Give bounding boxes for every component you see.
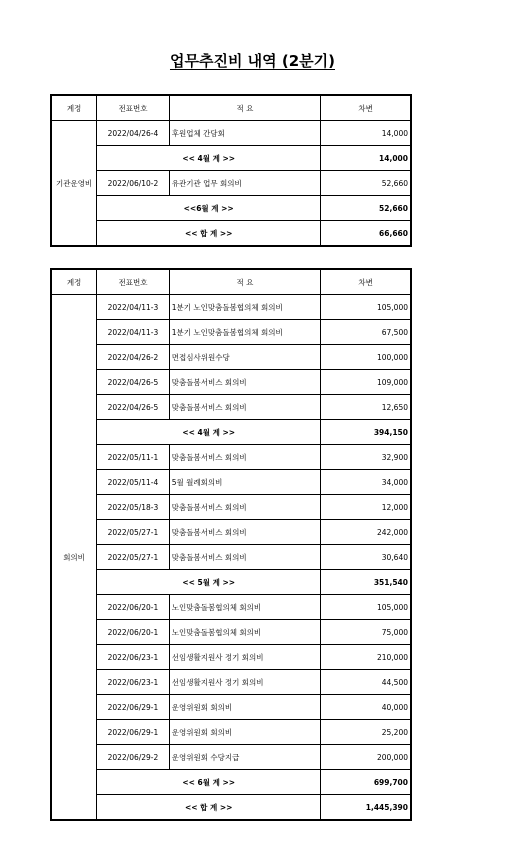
subtotal-amount: 66,660	[321, 221, 411, 247]
amount-cell: 32,900	[321, 445, 411, 470]
description-cell: 맞춤돌봄서비스 회의비	[169, 370, 320, 395]
table-row	[51, 745, 411, 770]
amount-cell: 105,000	[321, 595, 411, 620]
amount-cell: 12,000	[321, 495, 411, 520]
description-cell: 맞춤돌봄서비스 회의비	[169, 545, 320, 570]
subtotal-label: << 5월 계 >>	[97, 570, 321, 595]
expense-table-meeting-costs	[50, 268, 412, 821]
description-cell: 1분기 노인맞춤돌봄협의체 회의비	[169, 320, 320, 345]
table-row	[51, 345, 411, 370]
description-cell: 맞춤돌봄서비스 회의비	[169, 520, 320, 545]
table-header-row	[51, 95, 411, 121]
amount-cell: 109,000	[321, 370, 411, 395]
doc-no-cell: 2022/06/23-1	[97, 645, 170, 670]
doc-no-cell: 2022/06/10-2	[97, 171, 170, 196]
header-account: 계정	[51, 269, 97, 295]
description-cell: 맞춤돌봄서비스 회의비	[169, 395, 320, 420]
amount-cell: 200,000	[321, 745, 411, 770]
doc-no-cell: 2022/04/26-2	[97, 345, 170, 370]
table-row	[51, 620, 411, 645]
header-description: 적 요	[169, 269, 320, 295]
subtotal-amount: 1,445,390	[321, 795, 411, 821]
subtotal-row	[51, 420, 411, 445]
account-cell: 기관운영비	[51, 121, 97, 247]
table-row	[51, 320, 411, 345]
header-doc-no: 전표번호	[97, 269, 170, 295]
table-row	[51, 171, 411, 196]
header-debit: 차변	[321, 95, 411, 121]
table-row	[51, 720, 411, 745]
doc-no-cell: 2022/04/26-5	[97, 370, 170, 395]
description-cell: 선임생활지원사 정기 회의비	[169, 645, 320, 670]
header-account: 계정	[51, 95, 97, 121]
table-row	[51, 395, 411, 420]
description-cell: 운영위원회 회의비	[169, 695, 320, 720]
doc-no-cell: 2022/04/26-4	[97, 121, 170, 146]
subtotal-row	[51, 570, 411, 595]
doc-no-cell: 2022/06/29-1	[97, 720, 170, 745]
subtotal-amount: 394,150	[321, 420, 411, 445]
amount-cell: 25,200	[321, 720, 411, 745]
description-cell: 5월 월례회의비	[169, 470, 320, 495]
doc-no-cell: 2022/05/11-4	[97, 470, 170, 495]
header-debit: 차변	[321, 269, 411, 295]
description-cell: 맞춤돌봄서비스 회의비	[169, 495, 320, 520]
page-title: 업무추진비 내역 (2분기)	[169, 52, 335, 70]
table-header-row	[51, 269, 411, 295]
description-cell: 유관기관 업무 회의비	[169, 171, 320, 196]
doc-no-cell: 2022/06/20-1	[97, 595, 170, 620]
table-row	[51, 495, 411, 520]
doc-no-cell: 2022/06/29-2	[97, 745, 170, 770]
table-row	[51, 445, 411, 470]
amount-cell: 12,650	[321, 395, 411, 420]
description-cell: 운영위원회 회의비	[169, 720, 320, 745]
description-cell: 면접심사위원수당	[169, 345, 320, 370]
amount-cell: 14,000	[321, 121, 411, 146]
subtotal-amount: 699,700	[321, 770, 411, 795]
subtotal-row	[51, 221, 411, 247]
description-cell: 맞춤돌봄서비스 회의비	[169, 445, 320, 470]
table-row	[51, 121, 411, 146]
doc-no-cell: 2022/05/11-1	[97, 445, 170, 470]
description-cell: 선임생활지원사 정기 회의비	[169, 670, 320, 695]
description-cell: 운영위원회 수당지급	[169, 745, 320, 770]
doc-no-cell: 2022/05/27-1	[97, 545, 170, 570]
amount-cell: 105,000	[321, 295, 411, 320]
subtotal-label: << 4월 계 >>	[97, 420, 321, 445]
doc-no-cell: 2022/06/29-1	[97, 695, 170, 720]
subtotal-label: <<6월 계 >>	[97, 196, 321, 221]
subtotal-row	[51, 795, 411, 821]
amount-cell: 242,000	[321, 520, 411, 545]
subtotal-label: << 6월 계 >>	[97, 770, 321, 795]
subtotal-label: << 4월 계 >>	[97, 146, 321, 171]
doc-no-cell: 2022/04/11-3	[97, 295, 170, 320]
subtotal-amount: 52,660	[321, 196, 411, 221]
amount-cell: 40,000	[321, 695, 411, 720]
amount-cell: 67,500	[321, 320, 411, 345]
description-cell: 노인맞춤돌봄협의체 회의비	[169, 620, 320, 645]
doc-no-cell: 2022/05/27-1	[97, 520, 170, 545]
table-row	[51, 595, 411, 620]
amount-cell: 100,000	[321, 345, 411, 370]
subtotal-amount: 14,000	[321, 146, 411, 171]
table-row	[51, 295, 411, 320]
subtotal-row	[51, 146, 411, 171]
amount-cell: 30,640	[321, 545, 411, 570]
description-cell: 1분기 노인맞춤돌봄협의체 회의비	[169, 295, 320, 320]
subtotal-amount: 351,540	[321, 570, 411, 595]
description-cell: 후원업체 간담회	[169, 121, 320, 146]
expense-table-agency-operations	[50, 94, 412, 247]
doc-no-cell: 2022/05/18-3	[97, 495, 170, 520]
table-row	[51, 670, 411, 695]
amount-cell: 210,000	[321, 645, 411, 670]
amount-cell: 75,000	[321, 620, 411, 645]
doc-no-cell: 2022/06/20-1	[97, 620, 170, 645]
doc-no-cell: 2022/04/11-3	[97, 320, 170, 345]
subtotal-row	[51, 196, 411, 221]
doc-no-cell: 2022/04/26-5	[97, 395, 170, 420]
table-row	[51, 470, 411, 495]
subtotal-row	[51, 770, 411, 795]
subtotal-label: << 합 계 >>	[97, 795, 321, 821]
table-row	[51, 695, 411, 720]
subtotal-label: << 합 계 >>	[97, 221, 321, 247]
description-cell: 노인맞춤돌봄협의체 회의비	[169, 595, 320, 620]
table-row	[51, 645, 411, 670]
account-cell: 회의비	[51, 295, 97, 821]
header-doc-no: 전표번호	[97, 95, 170, 121]
amount-cell: 44,500	[321, 670, 411, 695]
table-row	[51, 370, 411, 395]
doc-no-cell: 2022/06/23-1	[97, 670, 170, 695]
amount-cell: 52,660	[321, 171, 411, 196]
table-row	[51, 520, 411, 545]
amount-cell: 34,000	[321, 470, 411, 495]
table-row	[51, 545, 411, 570]
header-description: 적 요	[169, 95, 320, 121]
